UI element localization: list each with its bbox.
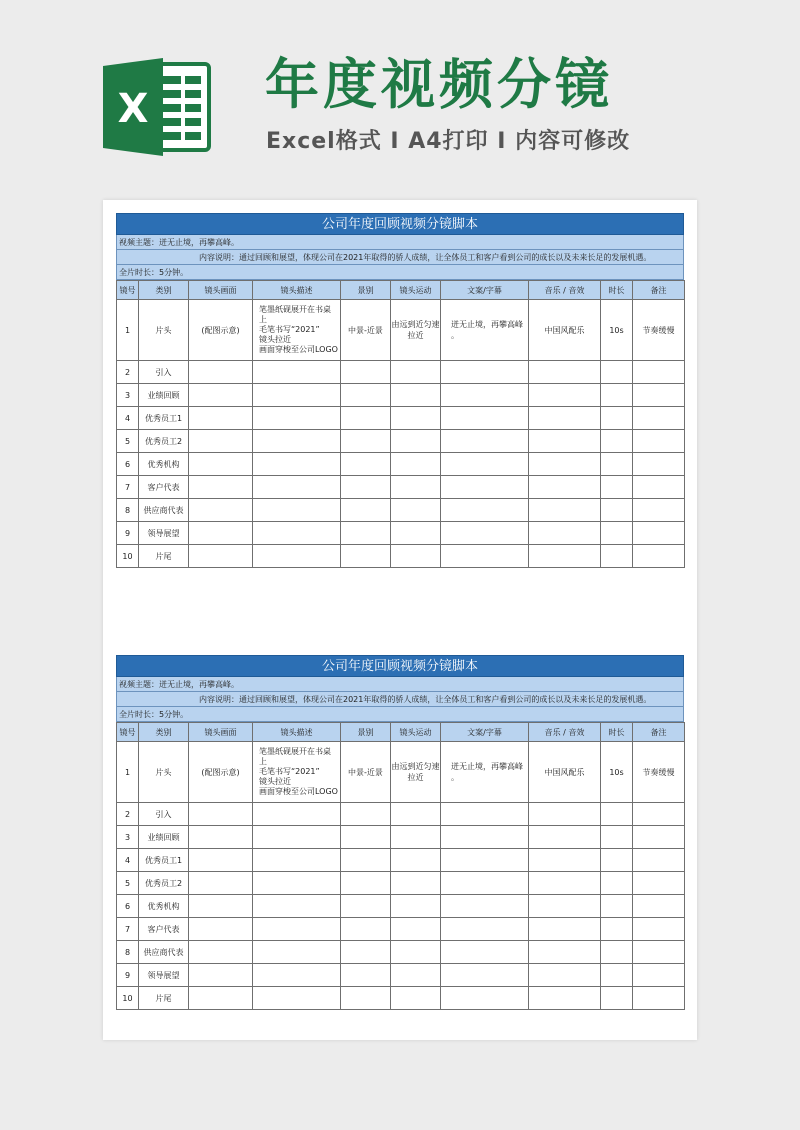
shot-picture[interactable] [189, 430, 253, 453]
header-cell: 类别 [139, 281, 189, 300]
content-description: 内容说明：通过回顾和展望，体现公司在2021年取得的骄人成绩，让全体员工和客户看到公司的成长以及未来长足的发展机遇。 [116, 692, 684, 707]
shot-copy[interactable] [441, 545, 529, 568]
shot-copy[interactable] [441, 453, 529, 476]
shot-picture[interactable] [189, 384, 253, 407]
shot-note[interactable]: 节奏缓慢 [633, 742, 685, 803]
shot-picture[interactable] [189, 407, 253, 430]
shot-duration[interactable] [601, 545, 633, 568]
total-duration: 全片时长：5分钟。 [116, 707, 684, 722]
shot-category[interactable]: 优秀机构 [139, 453, 189, 476]
shot-picture[interactable] [189, 545, 253, 568]
table-row [117, 545, 685, 568]
shot-description[interactable] [253, 918, 341, 941]
shot-copy[interactable] [441, 407, 529, 430]
shot-category[interactable]: 片头 [139, 300, 189, 361]
shot-description[interactable] [253, 300, 341, 361]
shot-category[interactable]: 片头 [139, 742, 189, 803]
shot-picture[interactable]: (配图示意) [189, 300, 253, 361]
header-row [117, 723, 685, 742]
shot-size[interactable] [341, 964, 391, 987]
shot-duration[interactable] [601, 499, 633, 522]
shot-category[interactable]: 优秀员工1 [139, 407, 189, 430]
header-cell: 音乐 / 音效 [529, 281, 601, 300]
shot-duration[interactable] [601, 987, 633, 1010]
table-row [117, 453, 685, 476]
shot-category[interactable]: 片尾 [139, 987, 189, 1010]
shot-picture[interactable] [189, 361, 253, 384]
shot-number[interactable]: 10 [117, 545, 139, 568]
camera-movement[interactable] [391, 895, 441, 918]
camera-movement[interactable] [391, 545, 441, 568]
shot-category[interactable]: 引入 [139, 361, 189, 384]
shot-size[interactable] [341, 918, 391, 941]
camera-movement-line: 拉近 [407, 773, 424, 782]
camera-movement-line: 由远到近匀速 [391, 320, 440, 329]
shot-category[interactable]: 供应商代表 [139, 941, 189, 964]
shot-music[interactable] [529, 918, 601, 941]
shot-number[interactable]: 7 [117, 476, 139, 499]
shot-music[interactable] [529, 803, 601, 826]
shot-music[interactable] [529, 826, 601, 849]
shot-copy[interactable] [441, 826, 529, 849]
shot-description[interactable] [253, 895, 341, 918]
header-cell: 镜号 [117, 723, 139, 742]
camera-movement[interactable] [391, 361, 441, 384]
shot-category[interactable]: 引入 [139, 803, 189, 826]
table-row [117, 803, 685, 826]
shot-note[interactable] [633, 895, 685, 918]
sheet-title: 公司年度回顾视频分镜脚本 [116, 655, 684, 677]
shot-note[interactable] [633, 476, 685, 499]
shot-category[interactable]: 供应商代表 [139, 499, 189, 522]
shot-picture[interactable] [189, 476, 253, 499]
camera-movement[interactable] [391, 453, 441, 476]
shot-picture[interactable] [189, 453, 253, 476]
shot-note[interactable] [633, 545, 685, 568]
shot-music[interactable] [529, 384, 601, 407]
shot-size[interactable] [341, 987, 391, 1010]
shot-note[interactable] [633, 803, 685, 826]
shot-description[interactable] [253, 453, 341, 476]
camera-movement[interactable] [391, 522, 441, 545]
video-theme: 视频主题：迸无止境，再攀高峰。 [116, 677, 684, 692]
shot-size[interactable] [341, 803, 391, 826]
shot-description-line: 笔墨纸砚展开在书桌 [259, 747, 331, 756]
shot-number[interactable]: 6 [117, 453, 139, 476]
shot-duration[interactable]: 10s [601, 300, 633, 361]
table-row [117, 849, 685, 872]
shot-number[interactable]: 3 [117, 384, 139, 407]
storyboard-sheet [116, 655, 684, 1010]
shot-duration[interactable]: 10s [601, 742, 633, 803]
shot-note[interactable] [633, 941, 685, 964]
camera-movement[interactable] [391, 742, 441, 803]
shot-category[interactable]: 优秀员工2 [139, 430, 189, 453]
shot-category[interactable]: 优秀员工2 [139, 872, 189, 895]
shot-picture[interactable] [189, 803, 253, 826]
shot-category[interactable]: 客户代表 [139, 918, 189, 941]
table-row [117, 826, 685, 849]
camera-movement-line: 由远到近匀速 [391, 762, 440, 771]
shot-music[interactable] [529, 361, 601, 384]
camera-movement[interactable] [391, 803, 441, 826]
camera-movement[interactable] [391, 872, 441, 895]
shot-copy[interactable] [441, 872, 529, 895]
camera-movement[interactable] [391, 300, 441, 361]
shot-picture[interactable] [189, 499, 253, 522]
shot-music[interactable]: 中国风配乐 [529, 742, 601, 803]
shot-number[interactable]: 4 [117, 407, 139, 430]
header-cell: 镜头画面 [189, 723, 253, 742]
shot-note[interactable]: 节奏缓慢 [633, 300, 685, 361]
shot-size[interactable] [341, 430, 391, 453]
camera-movement[interactable] [391, 499, 441, 522]
shot-size[interactable] [341, 453, 391, 476]
shot-description-line: 上 [259, 757, 267, 766]
sheet-title: 公司年度回顾视频分镜脚本 [116, 213, 684, 235]
shot-note[interactable] [633, 918, 685, 941]
shot-description-line: 画面穿梭至公司LOGO [259, 787, 338, 796]
shot-description[interactable] [253, 803, 341, 826]
table-row [117, 964, 685, 987]
shot-number[interactable]: 1 [117, 300, 139, 361]
shot-music[interactable] [529, 849, 601, 872]
header-cell: 镜头描述 [253, 723, 341, 742]
shot-duration[interactable] [601, 430, 633, 453]
shot-size[interactable] [341, 895, 391, 918]
shot-number[interactable]: 2 [117, 803, 139, 826]
shot-number[interactable]: 5 [117, 872, 139, 895]
shot-duration[interactable] [601, 361, 633, 384]
shot-music[interactable] [529, 941, 601, 964]
header-cell: 文案/字幕 [441, 723, 529, 742]
shot-size[interactable]: 中景-近景 [341, 300, 391, 361]
shot-copy[interactable] [441, 742, 529, 803]
shot-size[interactable] [341, 499, 391, 522]
shot-size[interactable] [341, 849, 391, 872]
shot-music[interactable] [529, 499, 601, 522]
shot-description-line: 上 [259, 315, 267, 324]
header-cell: 镜号 [117, 281, 139, 300]
shot-category[interactable]: 领导展望 [139, 964, 189, 987]
shot-music[interactable] [529, 895, 601, 918]
shot-music[interactable] [529, 522, 601, 545]
header-cell: 时长 [601, 723, 633, 742]
shot-description[interactable] [253, 407, 341, 430]
shot-copy[interactable] [441, 430, 529, 453]
header-cell: 备注 [633, 723, 685, 742]
banner [0, 0, 800, 200]
shot-description-line: 毛笔书写“2021” [259, 767, 320, 776]
page-title: 年度视频分镜 [265, 53, 613, 116]
shot-music[interactable] [529, 964, 601, 987]
header-row [117, 281, 685, 300]
header-cell: 景别 [341, 723, 391, 742]
shot-description[interactable] [253, 941, 341, 964]
shot-description-line: 镜头拉近 [259, 777, 291, 786]
storyboard-sheet [116, 213, 684, 568]
shot-picture[interactable] [189, 872, 253, 895]
shot-number[interactable]: 3 [117, 826, 139, 849]
shot-note[interactable] [633, 872, 685, 895]
shot-description[interactable] [253, 430, 341, 453]
shot-category[interactable]: 客户代表 [139, 476, 189, 499]
table-row [117, 407, 685, 430]
table-row [117, 476, 685, 499]
shot-note[interactable] [633, 987, 685, 1010]
shot-description[interactable] [253, 987, 341, 1010]
shot-number[interactable]: 9 [117, 964, 139, 987]
storyboard-table [116, 280, 685, 568]
shot-picture[interactable] [189, 964, 253, 987]
storyboard-table [116, 722, 685, 1010]
table-row [117, 918, 685, 941]
header-cell: 类别 [139, 723, 189, 742]
shot-description[interactable] [253, 964, 341, 987]
shot-copy[interactable] [441, 849, 529, 872]
shot-duration[interactable] [601, 964, 633, 987]
table-row [117, 987, 685, 1010]
camera-movement[interactable] [391, 964, 441, 987]
shot-number[interactable]: 8 [117, 499, 139, 522]
camera-movement[interactable] [391, 476, 441, 499]
shot-size[interactable] [341, 941, 391, 964]
shot-number[interactable]: 9 [117, 522, 139, 545]
shot-description[interactable] [253, 499, 341, 522]
header-cell: 镜头运动 [391, 723, 441, 742]
shot-note[interactable] [633, 499, 685, 522]
header-cell: 音乐 / 音效 [529, 723, 601, 742]
logo-letter: X [117, 86, 149, 132]
shot-copy[interactable] [441, 987, 529, 1010]
shot-music[interactable] [529, 453, 601, 476]
shot-duration[interactable] [601, 826, 633, 849]
camera-movement[interactable] [391, 918, 441, 941]
header-cell: 镜头运动 [391, 281, 441, 300]
camera-movement[interactable] [391, 849, 441, 872]
shot-music[interactable] [529, 476, 601, 499]
table-row [117, 384, 685, 407]
shot-copy[interactable] [441, 476, 529, 499]
shot-category[interactable]: 优秀机构 [139, 895, 189, 918]
table-row [117, 941, 685, 964]
shot-copy-line: 。 [451, 773, 459, 782]
shot-description[interactable] [253, 384, 341, 407]
shot-copy[interactable] [441, 803, 529, 826]
header-cell: 文案/字幕 [441, 281, 529, 300]
header-cell: 备注 [633, 281, 685, 300]
shot-description[interactable] [253, 361, 341, 384]
shot-duration[interactable] [601, 476, 633, 499]
shot-note[interactable] [633, 384, 685, 407]
shot-picture[interactable] [189, 987, 253, 1010]
shot-copy[interactable] [441, 941, 529, 964]
shot-size[interactable] [341, 407, 391, 430]
camera-movement[interactable] [391, 987, 441, 1010]
shot-note[interactable] [633, 361, 685, 384]
shot-duration[interactable] [601, 407, 633, 430]
shot-picture[interactable] [189, 918, 253, 941]
camera-movement-line: 拉近 [407, 331, 424, 340]
shot-copy[interactable] [441, 918, 529, 941]
shot-copy-line: 迸无止境，再攀高峰 [451, 762, 523, 771]
shot-number[interactable]: 7 [117, 918, 139, 941]
shot-music[interactable] [529, 872, 601, 895]
shot-copy-line: 。 [451, 331, 459, 340]
shot-category[interactable]: 优秀员工1 [139, 849, 189, 872]
shot-category[interactable]: 领导展望 [139, 522, 189, 545]
shot-music[interactable]: 中国风配乐 [529, 300, 601, 361]
shot-description[interactable] [253, 826, 341, 849]
shot-duration[interactable] [601, 849, 633, 872]
shot-number[interactable]: 8 [117, 941, 139, 964]
table-row [117, 300, 685, 361]
table-row [117, 895, 685, 918]
header-cell: 镜头描述 [253, 281, 341, 300]
shot-description-line: 笔墨纸砚展开在书桌 [259, 305, 331, 314]
shot-size[interactable] [341, 545, 391, 568]
header-cell: 镜头画面 [189, 281, 253, 300]
shot-category[interactable]: 业绩回顾 [139, 826, 189, 849]
table-row [117, 742, 685, 803]
shot-size[interactable] [341, 384, 391, 407]
shot-size[interactable] [341, 476, 391, 499]
header-cell: 时长 [601, 281, 633, 300]
paper-page [103, 200, 697, 1040]
shot-description[interactable] [253, 849, 341, 872]
shot-number[interactable]: 10 [117, 987, 139, 1010]
shot-copy[interactable] [441, 895, 529, 918]
camera-movement[interactable] [391, 941, 441, 964]
shot-music[interactable] [529, 407, 601, 430]
shot-duration[interactable] [601, 918, 633, 941]
shot-description[interactable] [253, 742, 341, 803]
camera-movement[interactable] [391, 826, 441, 849]
shot-duration[interactable] [601, 522, 633, 545]
shot-description-line: 镜头拉近 [259, 335, 291, 344]
table-row [117, 872, 685, 895]
shot-size[interactable] [341, 826, 391, 849]
table-row [117, 430, 685, 453]
shot-note[interactable] [633, 964, 685, 987]
total-duration: 全片时长：5分钟。 [116, 265, 684, 280]
shot-number[interactable]: 6 [117, 895, 139, 918]
camera-movement[interactable] [391, 407, 441, 430]
shot-number[interactable]: 4 [117, 849, 139, 872]
shot-copy[interactable] [441, 361, 529, 384]
shot-description[interactable] [253, 522, 341, 545]
camera-movement[interactable] [391, 430, 441, 453]
shot-picture[interactable]: (配图示意) [189, 742, 253, 803]
header-cell: 景别 [341, 281, 391, 300]
shot-copy[interactable] [441, 300, 529, 361]
shot-duration[interactable] [601, 895, 633, 918]
table-row [117, 499, 685, 522]
shot-description[interactable] [253, 476, 341, 499]
shot-note[interactable] [633, 407, 685, 430]
shot-size[interactable]: 中景-近景 [341, 742, 391, 803]
shot-description[interactable] [253, 872, 341, 895]
shot-music[interactable] [529, 430, 601, 453]
shot-description-line: 画面穿梭至公司LOGO [259, 345, 338, 354]
shot-copy[interactable] [441, 964, 529, 987]
shot-category[interactable]: 片尾 [139, 545, 189, 568]
excel-icon [103, 58, 215, 156]
shot-copy-line: 迸无止境，再攀高峰 [451, 320, 523, 329]
content-description: 内容说明：通过回顾和展望，体现公司在2021年取得的骄人成绩，让全体员工和客户看到公司的成长以及未来长足的发展机遇。 [116, 250, 684, 265]
shot-copy[interactable] [441, 522, 529, 545]
shot-picture[interactable] [189, 941, 253, 964]
shot-number[interactable]: 2 [117, 361, 139, 384]
shot-duration[interactable] [601, 941, 633, 964]
shot-duration[interactable] [601, 384, 633, 407]
shot-picture[interactable] [189, 895, 253, 918]
shot-description[interactable] [253, 545, 341, 568]
shot-picture[interactable] [189, 522, 253, 545]
shot-duration[interactable] [601, 453, 633, 476]
shot-note[interactable] [633, 849, 685, 872]
shot-size[interactable] [341, 361, 391, 384]
shot-note[interactable] [633, 522, 685, 545]
shot-size[interactable] [341, 872, 391, 895]
shot-note[interactable] [633, 453, 685, 476]
shot-copy[interactable] [441, 384, 529, 407]
table-row [117, 522, 685, 545]
shot-picture[interactable] [189, 849, 253, 872]
shot-music[interactable] [529, 545, 601, 568]
shot-category[interactable]: 业绩回顾 [139, 384, 189, 407]
shot-size[interactable] [341, 522, 391, 545]
video-theme: 视频主题：迸无止境，再攀高峰。 [116, 235, 684, 250]
shot-duration[interactable] [601, 872, 633, 895]
shot-description-line: 毛笔书写“2021” [259, 325, 320, 334]
table-row [117, 361, 685, 384]
shot-music[interactable] [529, 987, 601, 1010]
shot-duration[interactable] [601, 803, 633, 826]
shot-number[interactable]: 5 [117, 430, 139, 453]
camera-movement[interactable] [391, 384, 441, 407]
shot-note[interactable] [633, 430, 685, 453]
page-subtitle: Excel格式 I A4打印 I 内容可修改 [266, 129, 631, 154]
shot-picture[interactable] [189, 826, 253, 849]
shot-note[interactable] [633, 826, 685, 849]
shot-number[interactable]: 1 [117, 742, 139, 803]
shot-copy[interactable] [441, 499, 529, 522]
